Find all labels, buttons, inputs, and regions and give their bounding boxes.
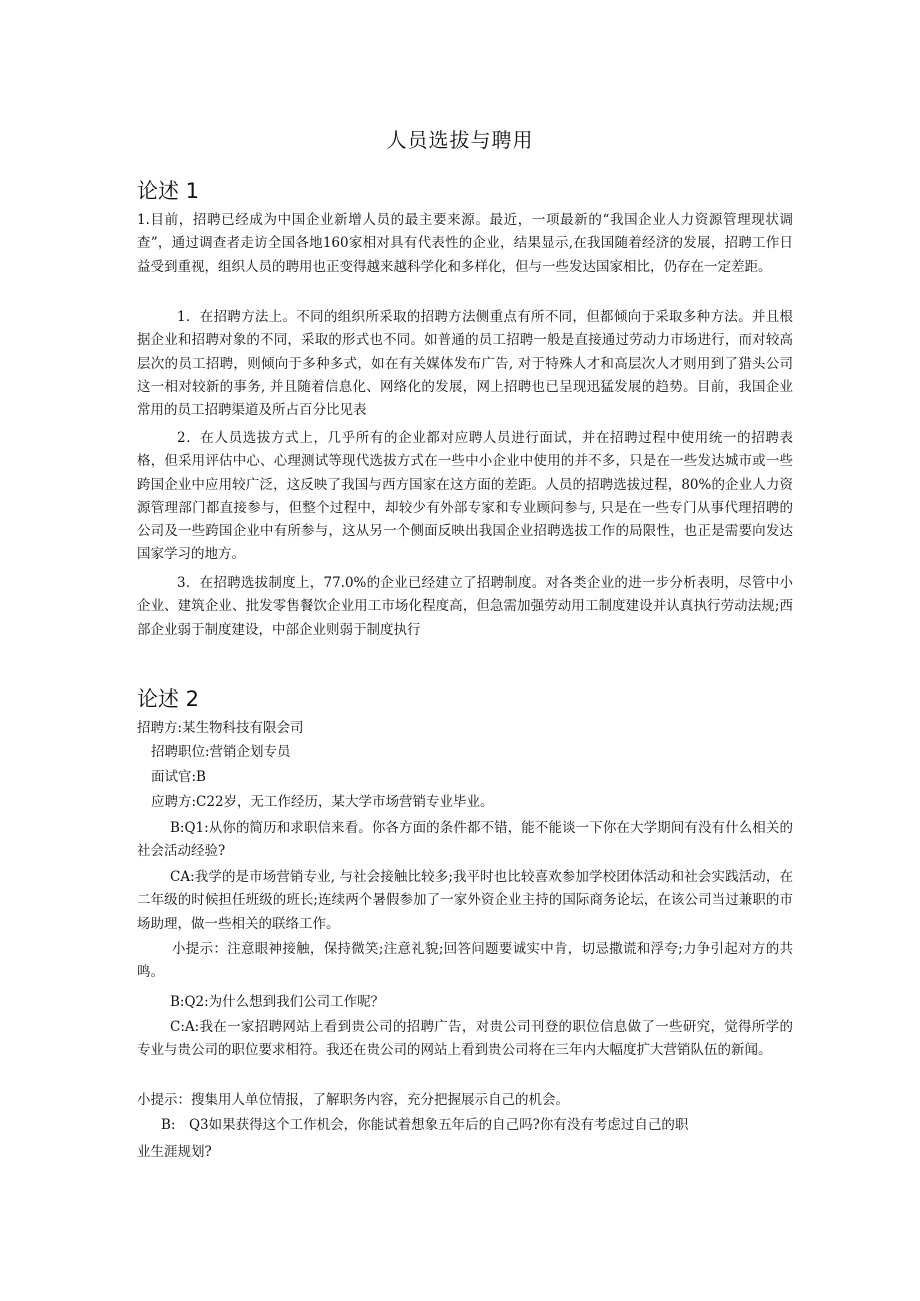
answer-1: CA:我学的是市场营销专业, 与社会接触比较多;我平时也比较喜欢参加学校团体活动和社会实践活动，在二年级的时候担任班级的班长;连续两个暑假参加了一家外资企业主持的国际商务论坛，在该公司当过兼职的市场助理，做一些相关的联络工作。 [137,869,793,932]
paragraph-intro: 1.目前，招聘已经成为中国企业新增人员的最主要来源。最近，一项最新的“我国企业人力资源管理现状调查”，通过调查者走访全国各地160家相对具有代表性的企业，结果显示,在我国随着经济的发展，招聘工作日益受到重视，组织人员的聘用也正变得越来越科学化和多样化，但与一些发达国家相比，仍存在一定差距。 [137,212,793,275]
interviewer-line: 面试官:B [151,769,206,785]
question-2: B:Q2:为什么想到我们公司工作呢？ [170,994,385,1010]
tip-2: 小提示：搜集用人单位情报，了解职务内容，充分把握展示自己的机会。 [137,1092,569,1108]
paragraph-method: 1．在招聘方法上。不同的组织所采取的招聘方法侧重点有所不同，但都倾向于采取多种方法。并且根据企业和招聘对象的不同，采取的形式也不同。如普通的员工招聘一般是直接通过劳动力市场进行，而对较高层次的员工招聘，则倾向于多种多式，如在有关媒体发布广告, 对于特殊人才和高层次人才则用到了猎头公司这一相对较新的事务, 并且随着信息化、网络化的发展，网上招聘也已呈现迅猛发展的趋势。目前，我国企业常用的员工招聘渠道及所占百分比见表 [137,309,793,419]
answer-2: C:A:我在一家招聘网站上看到贵公司的招聘广告，对贵公司刊登的职位信息做了一些研究，觉得所学的专业与贵公司的职位要求相符。我还在贵公司的网站上看到贵公司将在三年内大幅度扩大营销队伍的新闻。 [137,1019,793,1059]
page-title: 人员选拔与聘用 [386,128,534,152]
paragraph-selection: 2．在人员选拔方式上，几乎所有的企业都对应聘人员进行面试，并在招聘过程中使用统一的招聘表格，但采用评估中心、心理测试等现代选拔方式在一些中小企业中使用的并不多，只是在一些发达城市或一些跨国企业中应用较广泛，这反映了我国与西方国家在这方面的差距。人员的招聘选拔过程，80%的企业人力资源管理部门都直接参与，但整个过程中，却较少有外部专家和专业顾问参与, 只是在一些专门从事代理招聘的公司及一些跨国企业中有所参与，这从另一个侧面反映出我国企业招聘选拔工作的局限性，也正是需要向发达国家学习的地方。 [137,430,793,563]
recruiter-line: 招聘方:某生物科技有限会司 [137,720,304,736]
paragraph-system: 3．在招聘选拔制度上，77.0%的企业已经建立了招聘制度。对各类企业的进一步分析表明，尽管中小企业、建筑企业、批发零售餐饮企业用工市场化程度高，但急需加强劳动用工制度建设并认真执行劳动法规;西部企业弱于制度建设，中部企业则弱于制度执行 [137,575,793,638]
applicant-line: 应聘方:C22岁，无工作经历，某大学市场营销专业毕业。 [151,794,494,810]
question-1: B:Q1:从你的简历和求职信来看。你各方面的条件都不错，能不能谈一下你在大学期间有没有什么相关的社会活动经验? [137,820,793,860]
section-heading-2: 论述 2 [137,687,200,711]
section-heading-1: 论述 1 [137,179,200,203]
position-line: 招聘职位:营销企划专员 [151,744,291,760]
tip-1: 小提示：注意眼神接触，保持微笑;注意礼貌;回答问题要诚实中肯，切忌撒谎和浮夸;力争引起对方的共鸣。 [137,941,793,981]
question-3-line2: 业生涯规划? [137,1144,212,1160]
question-3-line1: B: Q3如果获得这个工作机会，你能试着想象五年后的自己吗?你有没有考虑过自己的职 [161,1117,689,1133]
